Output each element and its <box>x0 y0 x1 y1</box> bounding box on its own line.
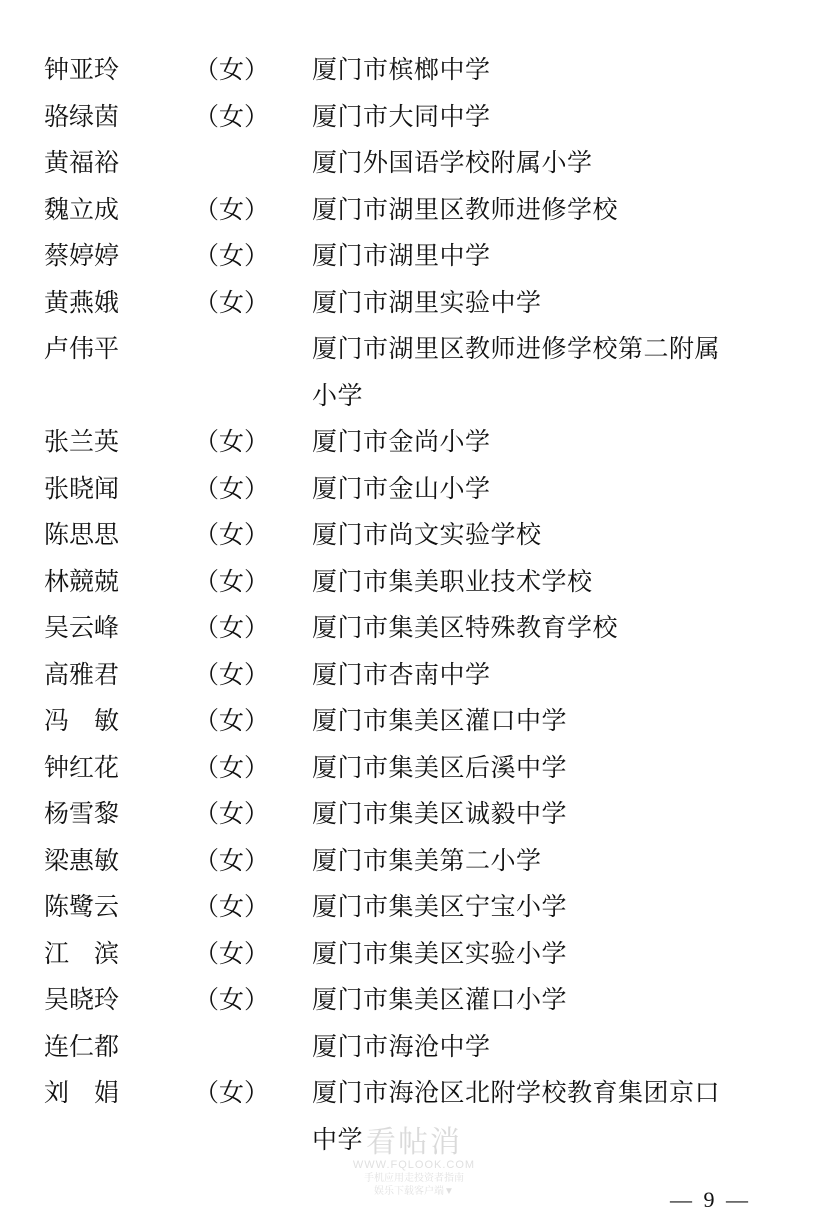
row-gender: （女） <box>194 754 270 782</box>
row-name: 吴晓玲 <box>44 987 120 1014</box>
row-gender <box>192 327 312 420</box>
row-unit-line1: 厦门市大同中学 <box>312 103 491 131</box>
table-row <box>44 188 753 235</box>
table-row <box>44 885 753 932</box>
row-unit-line1: 厦门市杏南中学 <box>312 661 491 689</box>
row-name: 梁惠敏 <box>44 847 120 875</box>
table-row <box>44 978 753 1025</box>
table-row <box>44 95 753 142</box>
row-unit-line1: 厦门市集美区后溪中学 <box>312 754 568 782</box>
row-unit-line2: 中学 <box>312 1126 364 1154</box>
row-unit-line2: 小学 <box>312 382 364 410</box>
row-unit <box>312 653 753 700</box>
row-unit-line1: 厦门市集美区灌口小学 <box>312 987 568 1014</box>
row-gender: （女） <box>194 615 270 642</box>
row-gender <box>192 141 312 188</box>
row-unit <box>312 1071 753 1164</box>
row-gender: （女） <box>194 243 270 270</box>
row-unit-line1: 厦门市金山小学 <box>312 475 491 503</box>
row-gender: （女） <box>194 894 270 921</box>
row-unit <box>312 932 753 979</box>
row-gender: （女） <box>194 1080 270 1107</box>
row-unit-line1: 厦门市集美职业技术学校 <box>312 568 593 596</box>
row-name: 蔡婷婷 <box>44 243 120 270</box>
row-name: 骆绿茵 <box>44 103 120 131</box>
table-row <box>44 1071 753 1164</box>
row-gender: （女） <box>194 103 270 131</box>
row-unit <box>312 699 753 746</box>
row-unit-line1: 厦门市湖里区教师进修学校第二附属 <box>312 336 721 363</box>
watermark-line1: 手机应用走投资者指南 <box>364 1173 464 1184</box>
row-name: 冯 敏 <box>44 708 120 735</box>
row-unit <box>312 746 753 793</box>
row-unit-line1: 厦门市集美区实验小学 <box>312 940 568 968</box>
row-unit-line1: 厦门市集美第二小学 <box>312 847 542 875</box>
table-row <box>44 932 753 979</box>
row-unit-line1: 厦门市海沧区北附学校教育集团京口 <box>312 1080 721 1107</box>
row-unit-line1: 厦门市槟榔中学 <box>312 57 491 84</box>
row-name: 魏立成 <box>44 196 120 224</box>
row-gender: （女） <box>194 661 270 689</box>
row-unit <box>312 420 753 467</box>
row-unit <box>312 95 753 142</box>
table-row <box>44 653 753 700</box>
row-unit <box>312 188 753 235</box>
row-gender: （女） <box>194 57 270 84</box>
row-gender: （女） <box>194 801 270 828</box>
row-unit <box>312 234 753 281</box>
row-gender: （女） <box>194 196 270 224</box>
watermark-site: WWW.FQLOOK.COM <box>352 1159 476 1171</box>
watermark-logo: 看帖消 <box>366 1126 462 1159</box>
table-row <box>44 234 753 281</box>
row-name: 江 滨 <box>44 940 120 968</box>
row-unit <box>312 327 753 420</box>
row-name: 卢伟平 <box>44 336 120 363</box>
row-unit-line1: 厦门市集美区诚毅中学 <box>312 801 568 828</box>
row-name: 黄燕娥 <box>44 289 120 317</box>
row-unit-line1: 厦门市尚文实验学校 <box>312 522 542 549</box>
row-name: 黄福裕 <box>44 150 120 177</box>
row-unit <box>312 839 753 886</box>
row-name: 张晓闻 <box>44 475 120 503</box>
row-name: 高雅君 <box>44 661 120 689</box>
table-row <box>44 420 753 467</box>
row-unit <box>312 560 753 607</box>
row-unit <box>312 48 753 95</box>
table-row <box>44 839 753 886</box>
row-gender: （女） <box>194 429 270 456</box>
watermark-line2: 娱乐下载客户端▼ <box>374 1186 454 1197</box>
table-row <box>44 606 753 653</box>
row-unit-line1: 厦门市湖里实验中学 <box>312 289 542 317</box>
roster-table <box>44 48 753 1164</box>
row-unit-line1: 厦门市集美区灌口中学 <box>312 708 568 735</box>
row-unit-line1: 厦门市金尚小学 <box>312 429 491 456</box>
row-unit-line1: 厦门市集美区宁宝小学 <box>312 894 568 921</box>
table-row <box>44 281 753 328</box>
row-unit <box>312 513 753 560</box>
table-row <box>44 792 753 839</box>
row-gender: （女） <box>194 847 270 875</box>
row-unit-line1: 厦门市湖里中学 <box>312 243 491 270</box>
table-row <box>44 48 753 95</box>
row-unit <box>312 281 753 328</box>
row-unit <box>312 792 753 839</box>
table-row <box>44 699 753 746</box>
roster-body <box>44 48 753 1164</box>
row-unit <box>312 885 753 932</box>
table-row <box>44 560 753 607</box>
row-name: 连仁都 <box>44 1033 120 1061</box>
row-unit-line1: 厦门市集美区特殊教育学校 <box>312 615 619 642</box>
row-unit-line1: 厦门市海沧中学 <box>312 1033 491 1061</box>
table-row <box>44 746 753 793</box>
row-name: 钟红花 <box>44 754 120 782</box>
row-name: 吴云峰 <box>44 615 120 642</box>
row-unit <box>312 978 753 1025</box>
row-unit <box>312 467 753 514</box>
row-unit-line1: 厦门外国语学校附属小学 <box>312 150 593 177</box>
table-row <box>44 327 753 420</box>
row-name: 陈思思 <box>44 522 120 549</box>
row-unit <box>312 1025 753 1072</box>
table-row <box>44 467 753 514</box>
row-name: 陈鹭云 <box>44 894 120 921</box>
row-unit <box>312 141 753 188</box>
row-name: 林競兢 <box>44 568 120 596</box>
row-name: 张兰英 <box>44 429 120 456</box>
row-gender: （女） <box>194 568 270 596</box>
page-number: — 9 — <box>670 1187 751 1212</box>
row-unit <box>312 606 753 653</box>
row-gender: （女） <box>194 708 270 735</box>
row-gender: （女） <box>194 522 270 549</box>
row-unit-line1: 厦门市湖里区教师进修学校 <box>312 196 619 224</box>
table-row <box>44 1025 753 1072</box>
row-gender: （女） <box>194 987 270 1014</box>
row-gender <box>192 1025 312 1072</box>
table-row <box>44 513 753 560</box>
table-row <box>44 141 753 188</box>
row-name: 杨雪黎 <box>44 801 120 828</box>
row-name: 钟亚玲 <box>44 57 120 84</box>
row-gender: （女） <box>194 289 270 317</box>
row-gender: （女） <box>194 475 270 503</box>
row-gender: （女） <box>194 940 270 968</box>
row-name: 刘 娟 <box>44 1080 120 1107</box>
